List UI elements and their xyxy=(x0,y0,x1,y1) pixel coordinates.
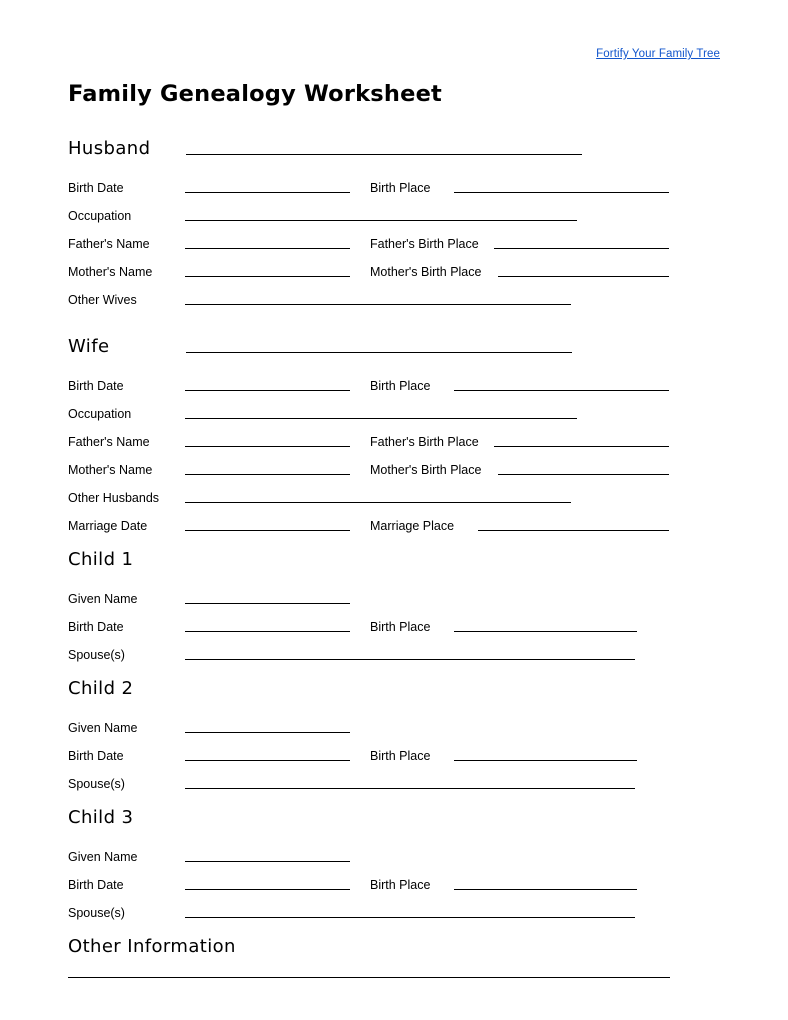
child1-birth-row xyxy=(68,608,688,636)
husband-occupation-field[interactable] xyxy=(185,219,577,221)
child3-birth-date-label: Birth Date xyxy=(68,877,124,892)
child1-heading: Child 1 xyxy=(68,548,134,570)
wife-birth-row xyxy=(68,367,688,395)
child2-birth-date-label: Birth Date xyxy=(68,748,124,763)
child1-birth-date-label: Birth Date xyxy=(68,619,124,634)
child1-spouses-row xyxy=(68,636,688,664)
other-information-field[interactable] xyxy=(68,977,670,978)
child2-spouses-field[interactable] xyxy=(185,787,635,789)
child2-given-name-row xyxy=(68,709,688,737)
wife-fathers-birth-place-field[interactable] xyxy=(494,445,669,447)
wife-other-husbands-row xyxy=(68,479,688,507)
wife-occupation-label: Occupation xyxy=(68,406,132,421)
child3-birth-place-label: Birth Place xyxy=(370,877,431,892)
wife-birth-date-label: Birth Date xyxy=(68,378,124,393)
child2-birth-row xyxy=(68,737,688,765)
husband-mothers-name-label: Mother's Name xyxy=(68,264,153,279)
husband-mothers-name-field[interactable] xyxy=(185,275,350,277)
husband-other-wives-row xyxy=(68,281,688,309)
child2-birth-place-field[interactable] xyxy=(454,759,637,761)
wife-other-husbands-field[interactable] xyxy=(185,501,571,503)
child3-birth-place-field[interactable] xyxy=(454,888,637,890)
marriage-date-label: Marriage Date xyxy=(68,518,148,533)
wife-section-header-row xyxy=(68,323,688,357)
child3-spouses-label: Spouse(s) xyxy=(68,905,125,920)
husband-occupation-label: Occupation xyxy=(68,208,132,223)
child1-given-name-label: Given Name xyxy=(68,591,138,606)
husband-birth-date-label: Birth Date xyxy=(68,180,124,195)
husband-birth-place-field[interactable] xyxy=(454,191,669,193)
wife-mothers-birth-place-label: Mother's Birth Place xyxy=(370,462,482,477)
marriage-row xyxy=(68,507,688,535)
child1-birth-place-field[interactable] xyxy=(454,630,637,632)
husband-fathers-name-field[interactable] xyxy=(185,247,350,249)
child1-birth-date-field[interactable] xyxy=(185,630,350,632)
husband-mothers-birth-place-field[interactable] xyxy=(498,275,669,277)
child2-given-name-field[interactable] xyxy=(185,731,350,733)
child1-spouses-label: Spouse(s) xyxy=(68,647,125,662)
husband-birth-row xyxy=(68,169,688,197)
child3-birth-date-field[interactable] xyxy=(185,888,350,890)
husband-mothers-birth-place-label: Mother's Birth Place xyxy=(370,264,482,279)
husband-birth-place-label: Birth Place xyxy=(370,180,431,195)
wife-fathers-name-field[interactable] xyxy=(185,445,350,447)
child3-given-name-label: Given Name xyxy=(68,849,138,864)
husband-fathers-birth-place-label: Father's Birth Place xyxy=(370,236,479,251)
wife-birth-place-field[interactable] xyxy=(454,389,669,391)
other-information-heading: Other Information xyxy=(68,935,236,957)
child1-birth-place-label: Birth Place xyxy=(370,619,431,634)
wife-birth-date-field[interactable] xyxy=(185,389,350,391)
child1-given-name-row xyxy=(68,580,688,608)
husband-other-wives-field[interactable] xyxy=(185,303,571,305)
child2-birth-date-field[interactable] xyxy=(185,759,350,761)
worksheet-content xyxy=(68,82,688,978)
wife-name-field[interactable] xyxy=(186,351,572,353)
wife-fathers-name-label: Father's Name xyxy=(68,434,150,449)
child2-birth-place-label: Birth Place xyxy=(370,748,431,763)
child3-heading: Child 3 xyxy=(68,806,134,828)
wife-mothers-name-field[interactable] xyxy=(185,473,350,475)
child1-given-name-field[interactable] xyxy=(185,602,350,604)
child2-spouses-label: Spouse(s) xyxy=(68,776,125,791)
child3-spouses-row xyxy=(68,894,688,922)
husband-father-row xyxy=(68,225,688,253)
child3-birth-row xyxy=(68,866,688,894)
wife-occupation-row xyxy=(68,395,688,423)
wife-mothers-birth-place-field[interactable] xyxy=(498,473,669,475)
wife-heading: Wife xyxy=(68,335,110,357)
husband-fathers-birth-place-field[interactable] xyxy=(494,247,669,249)
child3-given-name-row xyxy=(68,838,688,866)
husband-birth-date-field[interactable] xyxy=(185,191,350,193)
wife-birth-place-label: Birth Place xyxy=(370,378,431,393)
husband-other-wives-label: Other Wives xyxy=(68,292,137,307)
husband-heading: Husband xyxy=(68,137,151,159)
husband-mother-row xyxy=(68,253,688,281)
child1-spouses-field[interactable] xyxy=(185,658,635,660)
child2-heading: Child 2 xyxy=(68,677,134,699)
wife-occupation-field[interactable] xyxy=(185,417,577,419)
child3-spouses-field[interactable] xyxy=(185,916,635,918)
husband-section-header-row xyxy=(68,125,688,159)
wife-mothers-name-label: Mother's Name xyxy=(68,462,153,477)
husband-name-field[interactable] xyxy=(186,153,582,155)
marriage-date-field[interactable] xyxy=(185,529,350,531)
marriage-place-label: Marriage Place xyxy=(370,518,455,533)
wife-other-husbands-label: Other Husbands xyxy=(68,490,160,505)
husband-occupation-row xyxy=(68,197,688,225)
marriage-place-field[interactable] xyxy=(478,529,669,531)
wife-mother-row xyxy=(68,451,688,479)
child2-given-name-label: Given Name xyxy=(68,720,138,735)
husband-fathers-name-label: Father's Name xyxy=(68,236,150,251)
child3-given-name-field[interactable] xyxy=(185,860,350,862)
wife-father-row xyxy=(68,423,688,451)
fortify-your-family-tree-link[interactable]: Fortify Your Family Tree xyxy=(596,48,720,60)
child2-spouses-row xyxy=(68,765,688,793)
wife-fathers-birth-place-label: Father's Birth Place xyxy=(370,434,479,449)
page-title: Family Genealogy Worksheet xyxy=(68,81,442,107)
